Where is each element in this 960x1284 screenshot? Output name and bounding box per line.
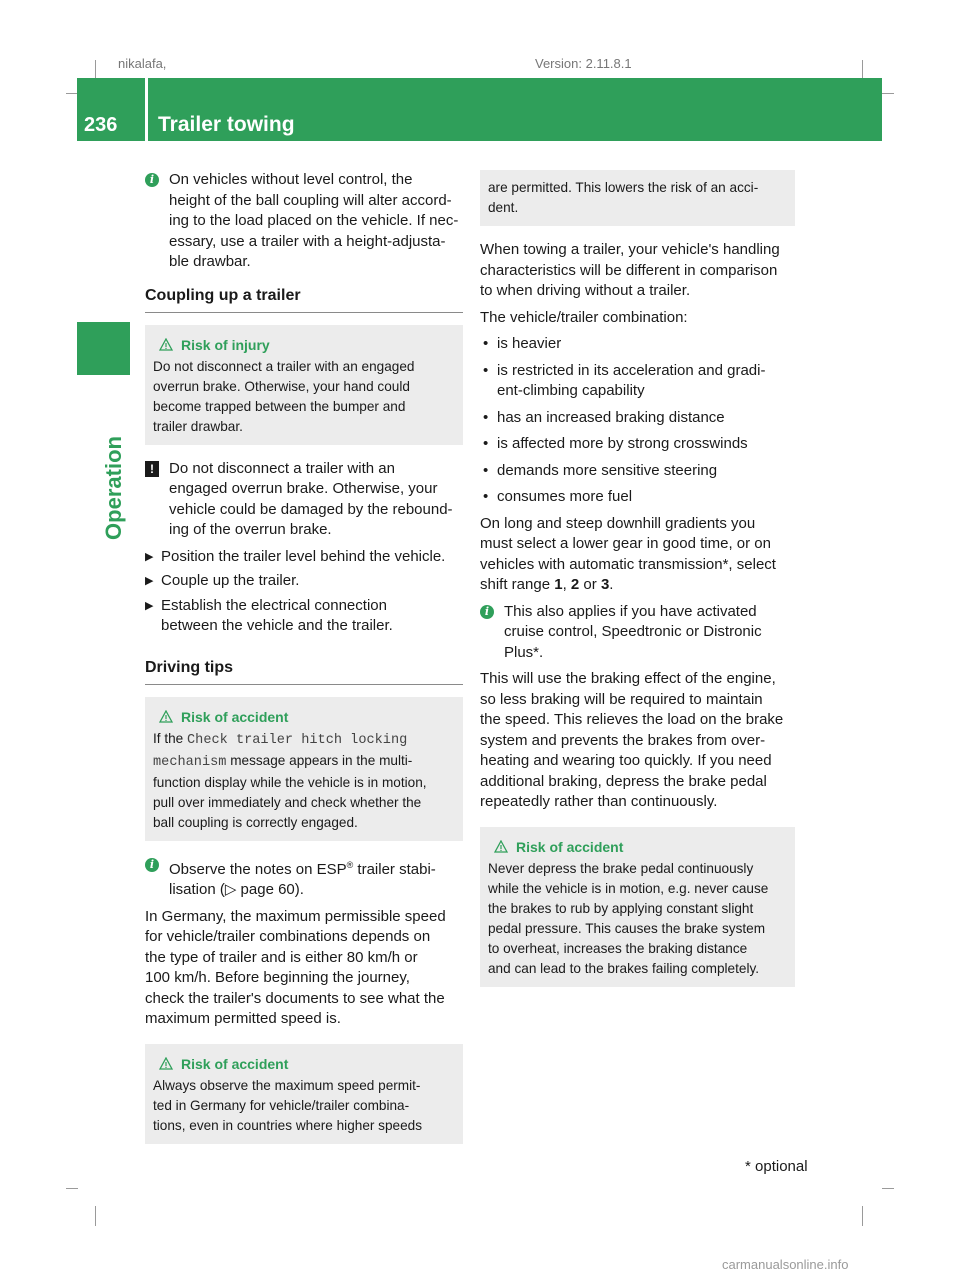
info-note-esp xyxy=(145,855,463,901)
list-item xyxy=(480,408,795,429)
watermark: carmanualsonline.info xyxy=(722,1257,849,1272)
info-icon: i xyxy=(145,858,159,872)
text-line: additional braking, depress the brake pedal xyxy=(480,772,767,790)
list-item xyxy=(480,334,795,355)
text-fragment: , xyxy=(562,576,571,593)
crop-mark xyxy=(862,60,863,80)
text-line: ball coupling is correctly engaged. xyxy=(153,814,358,830)
text-line: engaged overrun brake. Otherwise, your xyxy=(169,480,438,497)
crop-mark xyxy=(862,1206,863,1226)
text-fragment: . xyxy=(609,576,614,593)
gear-value: 2 xyxy=(570,576,580,593)
exclamation-icon: ! xyxy=(145,461,159,477)
list-item-text: is restricted in its acceleration and gradi- xyxy=(497,361,766,379)
info-icon: i xyxy=(480,605,494,619)
text-line: Do not disconnect a trailer with an engaged xyxy=(153,358,415,374)
crop-mark xyxy=(95,60,96,80)
bullet-icon: • xyxy=(483,435,489,452)
text-line: ble drawbar. xyxy=(169,253,251,270)
bullet-icon: • xyxy=(483,461,489,479)
text-line: while the vehicle is in motion, e.g. never cause xyxy=(488,880,769,896)
step-arrow-icon: ▶ xyxy=(145,575,154,587)
list-item-text: is heavier xyxy=(497,335,562,352)
step-item xyxy=(145,571,463,592)
text-line: Always observe the maximum speed permit- xyxy=(153,1077,421,1093)
warning-triangle-icon xyxy=(159,710,173,723)
step-text: Establish the electrical connection xyxy=(161,596,387,614)
warning-risk-of-accident-brake xyxy=(480,827,795,987)
warning-header xyxy=(488,837,787,857)
gear-value: 1 xyxy=(554,576,563,593)
text-fragment: trailer stabi- xyxy=(353,860,436,878)
step-text: between the vehicle and the trailer. xyxy=(161,617,393,634)
text-line: and can lead to the brakes failing completely. xyxy=(488,960,760,976)
text-line: essary, use a trailer with a height-adjusta- xyxy=(169,232,446,250)
warning-triangle-icon xyxy=(494,840,508,853)
step-text-block xyxy=(161,596,393,637)
text-line xyxy=(153,729,455,751)
list-item-text: has an increased braking distance xyxy=(497,408,725,426)
crop-mark xyxy=(66,1188,78,1189)
text-line: 100 km/h. Before beginning the journey, xyxy=(145,969,410,986)
text-line: Never depress the brake pedal continuously xyxy=(488,860,754,876)
paragraph-engine-braking xyxy=(480,669,795,813)
list-item xyxy=(480,434,795,455)
text-line: When towing a trailer, your vehicle's handling xyxy=(480,241,780,258)
text-line: so less braking will be required to maintain xyxy=(480,690,763,708)
text-line: cruise control, Speedtronic or Distronic xyxy=(504,623,762,640)
note-text xyxy=(504,602,762,664)
text-line: dent. xyxy=(488,200,519,215)
text-line: On long and steep downhill gradients you xyxy=(480,514,756,532)
text-fragment: or xyxy=(579,576,601,593)
text-line: vehicles with automatic transmission*, select xyxy=(480,555,776,573)
text-line: overrun brake. Otherwise, your hand could xyxy=(153,378,410,394)
warning-risk-of-injury xyxy=(145,325,463,445)
note-text xyxy=(169,459,453,541)
bullet-icon: • xyxy=(483,335,489,352)
text-line: height of the ball coupling will alter accord- xyxy=(169,191,452,209)
list-item xyxy=(480,361,795,402)
footnote-optional: * optional xyxy=(745,1158,808,1175)
text-line: pedal pressure. This causes the brake system xyxy=(488,920,766,936)
crop-mark xyxy=(882,93,894,94)
step-arrow-icon: ▶ xyxy=(145,599,154,612)
step-text: Couple up the trailer. xyxy=(161,572,300,589)
warning-triangle-icon xyxy=(159,338,173,351)
text-line: become trapped between the bumper and xyxy=(153,398,406,414)
text-line: This will use the braking effect of the engine, xyxy=(480,670,776,687)
text-line: vehicle could be damaged by the rebound- xyxy=(169,500,453,518)
text-fragment: Observe the notes on ESP xyxy=(169,860,347,878)
crop-mark xyxy=(95,1206,96,1226)
warning-header xyxy=(153,1054,455,1074)
list-item-text: is affected more by strong crosswinds xyxy=(497,435,748,452)
step-item xyxy=(145,596,463,637)
text-line: check the trailer's documents to see what the xyxy=(145,989,445,1007)
sidebar-section-label: Operation xyxy=(101,436,126,540)
caution-note-overrun-brake xyxy=(145,459,463,541)
text-fragment: message appears in the multi- xyxy=(226,752,413,768)
page-title: Trailer towing xyxy=(158,113,295,136)
paragraph-combination: The vehicle/trailer combination: xyxy=(480,308,688,326)
warning-header xyxy=(153,707,455,727)
list-item-text: consumes more fuel xyxy=(497,488,633,505)
list-item-text-block xyxy=(497,361,765,402)
text-line: Plus*. xyxy=(504,643,544,661)
text-line: In Germany, the maximum permissible speed xyxy=(145,907,446,925)
text-line: are permitted. This lowers the risk of an acci- xyxy=(488,180,759,195)
text-line: tions, even in countries where higher speeds xyxy=(153,1117,423,1133)
print-meta-left: nikalafa, xyxy=(118,56,167,71)
sidebar-section-block xyxy=(77,322,130,375)
step-text: Position the trailer level behind the vehicle. xyxy=(161,547,446,565)
text-line: pull over immediately and check whether the xyxy=(153,794,422,810)
text-line: function display while the vehicle is in motion, xyxy=(153,774,427,790)
text-line: for vehicle/trailer combinations depends on xyxy=(145,928,431,945)
text-line: the brakes to rub by applying constant slight xyxy=(488,900,754,916)
gear-value: 3 xyxy=(600,576,610,593)
text-line: On vehicles without level control, the xyxy=(169,171,413,188)
step-item xyxy=(145,547,463,568)
paragraph-germany-speed xyxy=(145,907,463,1030)
left-column xyxy=(145,170,463,1158)
display-message: mechanism xyxy=(153,754,227,770)
text-line: to when driving without a trailer. xyxy=(480,282,691,299)
right-column xyxy=(480,170,795,1001)
warning-header xyxy=(153,335,455,355)
bullet-icon: • xyxy=(483,488,489,505)
text-line: ing to the load placed on the vehicle. If nec- xyxy=(169,212,459,229)
warning-continuation xyxy=(480,170,795,226)
text-line: characteristics will be different in comparison xyxy=(480,261,778,279)
bullet-icon: • xyxy=(483,361,489,379)
list-item xyxy=(480,461,795,482)
list-item-text: ent-climbing capability xyxy=(497,382,645,399)
paragraph-gear-selection xyxy=(480,514,795,596)
note-text xyxy=(169,170,458,273)
text-line: heating and wearing too quickly. If you need xyxy=(480,752,772,769)
text-fragment: shift range xyxy=(480,576,555,593)
text-line: ing of the overrun brake. xyxy=(169,521,332,538)
step-arrow-icon: ▶ xyxy=(145,550,154,563)
paragraph-handling xyxy=(480,240,795,302)
info-note-level-control xyxy=(145,170,463,273)
display-message: Check trailer hitch locking xyxy=(187,732,408,748)
warning-triangle-icon xyxy=(159,1057,173,1070)
text-line: trailer drawbar. xyxy=(153,418,243,434)
text-line: ted in Germany for vehicle/trailer combina- xyxy=(153,1097,410,1113)
warning-title: Risk of accident xyxy=(516,838,624,855)
print-meta-right: Version: 2.11.8.1 xyxy=(535,56,632,71)
warning-risk-of-accident xyxy=(145,697,463,841)
text-line: to overheat, increases the braking distance xyxy=(488,940,748,956)
note-text xyxy=(169,855,436,901)
warning-title: Risk of accident xyxy=(181,708,289,725)
text-line: the type of trailer and is either 80 km/h or xyxy=(145,948,418,966)
warning-title: Risk of injury xyxy=(181,336,270,353)
text-line: This also applies if you have activated xyxy=(504,602,757,620)
list-item-text: demands more sensitive steering xyxy=(497,461,718,479)
crop-mark xyxy=(882,1188,894,1189)
text-line: the speed. This relieves the load on the brake xyxy=(480,711,784,728)
warning-title: Risk of accident xyxy=(181,1055,289,1072)
page-number: 236 xyxy=(84,114,118,136)
page-reference-link[interactable]: lisation (▷ page 60). xyxy=(169,881,304,898)
info-note-cruise-control xyxy=(480,602,795,664)
info-icon: i xyxy=(145,173,159,187)
heading-coupling: Coupling up a trailer xyxy=(145,287,463,313)
text-line: maximum permitted speed is. xyxy=(145,1010,341,1027)
text-line xyxy=(153,751,455,773)
bullet-icon: • xyxy=(483,408,489,426)
text-line: repeatedly rather than continuously. xyxy=(480,793,718,810)
header-divider xyxy=(145,78,148,141)
text-fragment: If the xyxy=(153,730,188,746)
list-item xyxy=(480,487,795,508)
registered-mark: ® xyxy=(346,859,354,870)
text-line: system and prevents the brakes from over- xyxy=(480,731,766,749)
heading-driving-tips: Driving tips xyxy=(145,659,463,685)
text-line: must select a lower gear in good time, or on xyxy=(480,535,771,552)
warning-risk-of-accident-speed xyxy=(145,1044,463,1144)
text-line xyxy=(169,855,436,881)
text-line: Do not disconnect a trailer with an xyxy=(169,459,395,477)
